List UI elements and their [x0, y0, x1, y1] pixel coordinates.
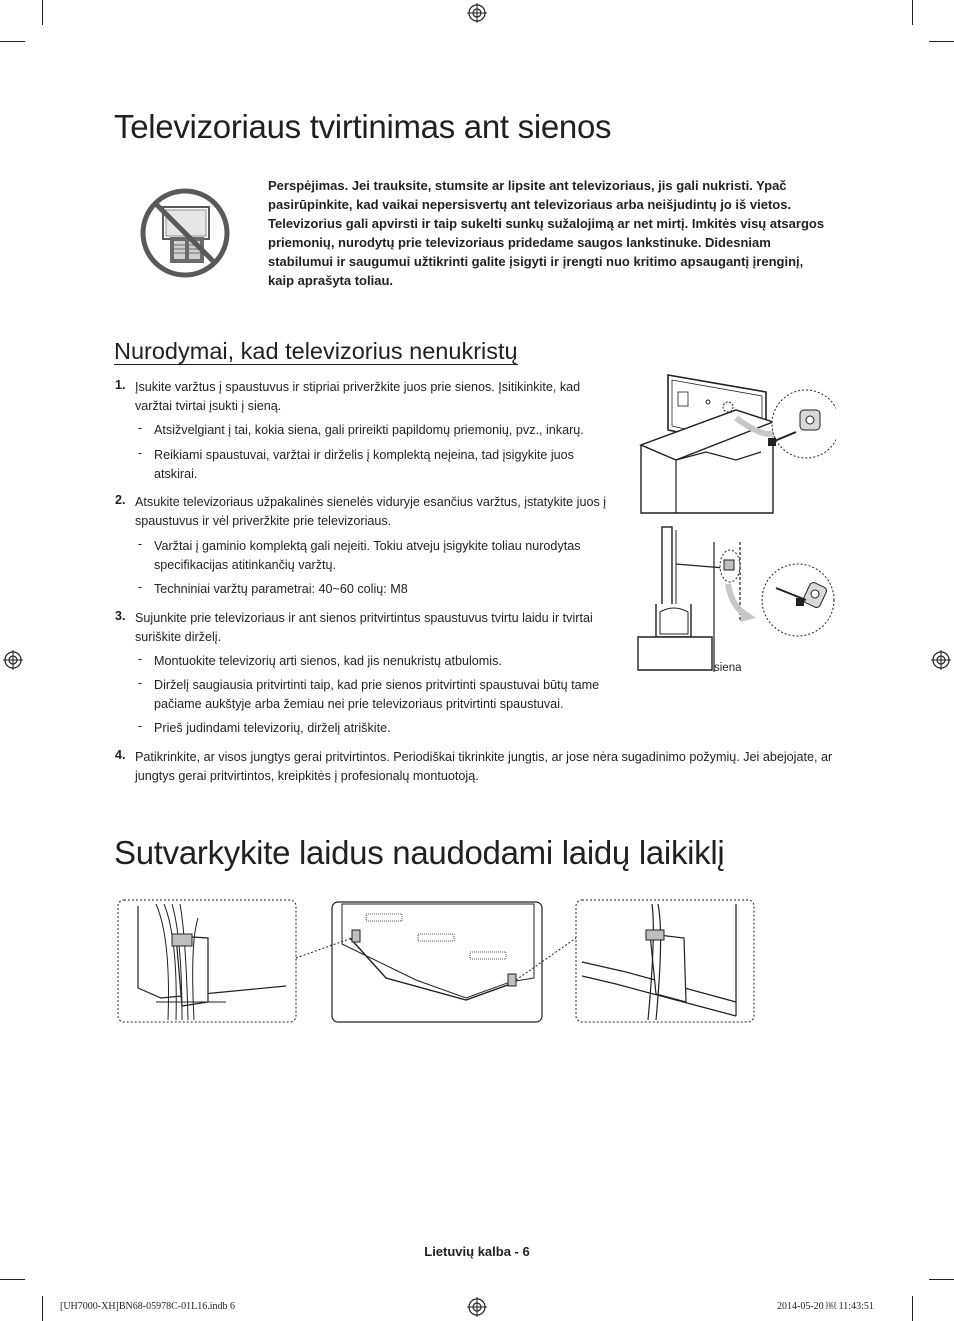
no-climbing-icon — [139, 187, 231, 279]
print-timestamp: 2014-05-20 ￼ 11:43:51 — [777, 1301, 874, 1312]
step-note: Reikiami spaustuvai, varžtai ir dirželis į komplektą neįeina, tad įsigykite juos atskirai. — [154, 448, 574, 481]
step-note: Montuokite televizorių arti sienos, kad jis nenukristų atbulomis. — [154, 654, 502, 668]
page-number: Lietuvių kalba - 6 — [424, 1244, 530, 1259]
crop-mark — [929, 1279, 954, 1280]
bullet-dash: - — [138, 446, 143, 460]
step-note: Atsižvelgiant į tai, kokia siena, gali prireikti papildomų priemonių, pvz., inkarų. — [154, 423, 584, 437]
crop-mark — [42, 1296, 43, 1321]
step-text: Patikrinkite, ar visos jungtys gerai pritvirtintos. Periodiškai tikrinkite jungtis, ar jose nėra sugadinimo požymių. Jei abejojate, ar jungtys gerai pritvirtintos, kreipkitės į profesionalų montuotoją. — [135, 750, 833, 783]
registration-mark-icon — [467, 1297, 487, 1317]
step-text: Atsukite televizoriaus užpakalinės sienelės viduryje esančius varžtus, įstatykite juos į spaustuvus ir vėl priveržkite prie televizoriaus. — [135, 495, 607, 528]
bullet-dash: - — [138, 719, 143, 733]
step-note: Prieš judindami televizorių, dirželį atriškite. — [154, 721, 391, 735]
step-number: 2. — [115, 493, 126, 507]
cable-holder-illustration — [116, 898, 756, 1026]
section-heading: Nurodymai, kad televizorius nenukristų — [114, 338, 518, 364]
tv-side-wall-illustration — [636, 522, 836, 672]
step-number: 3. — [115, 609, 126, 623]
page-title: Televizoriaus tvirtinimas ant sienos — [114, 108, 612, 145]
bullet-dash: - — [138, 580, 143, 594]
bullet-dash: - — [138, 421, 143, 435]
crop-mark — [912, 0, 913, 25]
step-number: 1. — [115, 378, 126, 392]
bullet-dash: - — [138, 652, 143, 666]
section-title: Sutvarkykite laidus naudodami laidų laikiklį — [114, 834, 725, 871]
step-note: Varžtai į gaminio komplektą gali neįeiti. Tokiu atveju įsigykite toliau nurodytas specifikacijas atitinkančių varžtų. — [154, 539, 581, 572]
registration-mark-icon — [467, 3, 487, 23]
step-text: Sujunkite prie televizoriaus ir ant sienos pritvirtintus spaustuvus tvirtu laidu ir tvirtai suriškite dirželį. — [135, 611, 593, 644]
registration-mark-icon — [3, 650, 23, 670]
crop-mark — [42, 0, 43, 25]
bullet-dash: - — [138, 537, 143, 551]
step-number: 4. — [115, 748, 126, 762]
crop-mark — [0, 41, 25, 42]
print-file-info: [UH7000-XH]BN68-05978C-01L16.indb 6 — [60, 1301, 235, 1312]
step-note: Techniniai varžtų parametrai: 40~60 colių: M8 — [154, 582, 408, 596]
crop-mark — [912, 1296, 913, 1321]
wall-label: siena — [714, 662, 742, 674]
registration-mark-icon — [931, 650, 951, 670]
bullet-dash: - — [138, 676, 143, 690]
tv-back-bracket-illustration — [636, 370, 836, 515]
step-note: Dirželį saugiausia pritvirtinti taip, kad prie sienos pritvirtinti spaustuvai būtų tame pačiame aukštyje arba žemiau nei prie televizoriaus pritvirtinti spaustuvai. — [154, 678, 600, 711]
crop-mark — [0, 1279, 25, 1280]
step-text: Įsukite varžtus į spaustuvus ir stipriai priveržkite juos prie sienos. Įsitikinkite, kad varžtai tvirtai įsukti į sieną. — [135, 380, 581, 413]
crop-mark — [929, 41, 954, 42]
warning-text: Perspėjimas. Jei trauksite, stumsite ar lipsite ant televizoriaus, jis gali nukristi. Ypač pasirūpinkite, kad vaikai nepersisvertų ant televizoriaus arba neišjudintų jo iš vietos. Televizorius gali apvirsti ir taip sukelti sunkų sužalojimą ar net mirtį. Imkitės visų atsargos priemonių, nurodytų prie televizoriaus pridedame saugos lankstinuke. Didesniam stabilumui ir saugumui užtikrinti galite įsigyti ir įrengti nuo kritimo apsaugantį įrenginį, kaip aprašyta toliau. — [268, 178, 825, 288]
